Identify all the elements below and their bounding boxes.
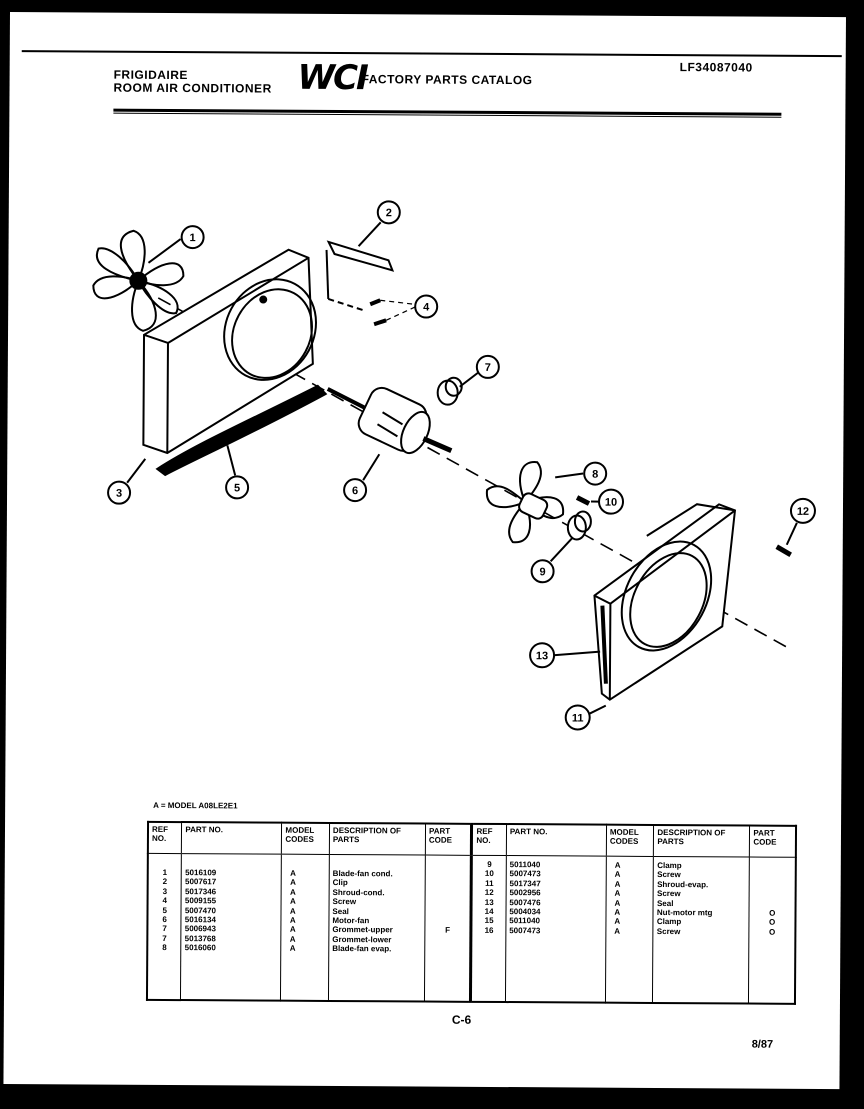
callout-2: 2 [385, 207, 392, 220]
header-ref: REF NO. [148, 822, 182, 854]
right-part-col: 5011040 5007473 5017347 5002956 5007476 5004034 5011040 5007473 [505, 856, 606, 1003]
fan-motor [327, 384, 451, 458]
left-part-col: 5016109 5007617 5017346 5009155 5007470 5016134 5006943 5013768 5016060 [181, 854, 282, 1001]
right-ref-col: 9 10 11 12 13 14 15 16 [471, 855, 506, 1002]
callout-3: 3 [115, 487, 123, 500]
callout-4: 4 [423, 301, 430, 314]
grommet-upper [438, 378, 462, 405]
revision-date: 8/87 [751, 1038, 774, 1051]
callout-5: 5 [233, 482, 241, 495]
right-desc-col: Clamp Screw Shroud-evap. Screw Seal Nut-motor mtg Clamp Screw [653, 856, 750, 1003]
callout-6: 6 [351, 485, 359, 498]
header-desc: DESCRIPTION OF PARTS [329, 823, 425, 855]
document-number: LF34087040 [679, 60, 753, 75]
callout-10: 10 [604, 496, 618, 509]
screw-10 [577, 497, 589, 503]
clamp [568, 511, 591, 539]
callout-12: 12 [796, 505, 810, 518]
right-model-col: A A A A A A A A [605, 856, 653, 1003]
exploded-parts-diagram [5, 12, 846, 797]
catalog-title: FACTORY PARTS CATALOG [361, 72, 533, 88]
parts-table [146, 821, 797, 1005]
screw-12 [777, 547, 791, 555]
catalog-sheet [3, 12, 846, 1089]
callout-9: 9 [539, 566, 546, 579]
header-part: PART NO. [182, 822, 282, 854]
left-code-col: F [424, 855, 471, 1002]
model-note: A = MODEL A08LE2E1 [153, 800, 238, 811]
wci-logo: WCI [297, 57, 367, 99]
callout-7: 7 [484, 361, 491, 374]
callout-1: 1 [189, 232, 196, 245]
header-part-right: PART NO. [506, 824, 606, 856]
evaporator-shroud [594, 504, 735, 701]
header-code: PART CODE [425, 824, 472, 856]
callout-8: 8 [592, 468, 599, 481]
page-number: C-6 [451, 1012, 472, 1027]
header-model: MODEL CODES [282, 823, 330, 855]
brand-name: FRIGIDAIRE [113, 67, 189, 83]
condenser-shroud [143, 249, 334, 454]
callout-11: 11 [571, 712, 584, 725]
right-code-col: O O O [749, 857, 796, 1004]
header-desc-right: DESCRIPTION OF PARTS [654, 825, 750, 857]
header-model-right: MODEL CODES [606, 825, 654, 857]
left-model-col: A A A A A A A A A [281, 854, 329, 1001]
condenser-fan-blade [93, 231, 184, 332]
left-ref-col: 1 2 3 4 5 6 7 7 8 [162, 867, 168, 953]
screw-parts [370, 300, 416, 324]
header-ref-right: REF NO. [472, 824, 507, 856]
product-line: ROOM AIR CONDITIONER [113, 80, 272, 96]
callout-13: 13 [535, 650, 549, 663]
header-code-right: PART CODE [750, 826, 796, 858]
left-desc-col: Blade-fan cond. Clip Shroud-cond. Screw Seal Motor-fan Grommet-upper Grommet-lower Blade-fan evap. [328, 854, 425, 1001]
evaporator-fan-blade [487, 462, 564, 543]
